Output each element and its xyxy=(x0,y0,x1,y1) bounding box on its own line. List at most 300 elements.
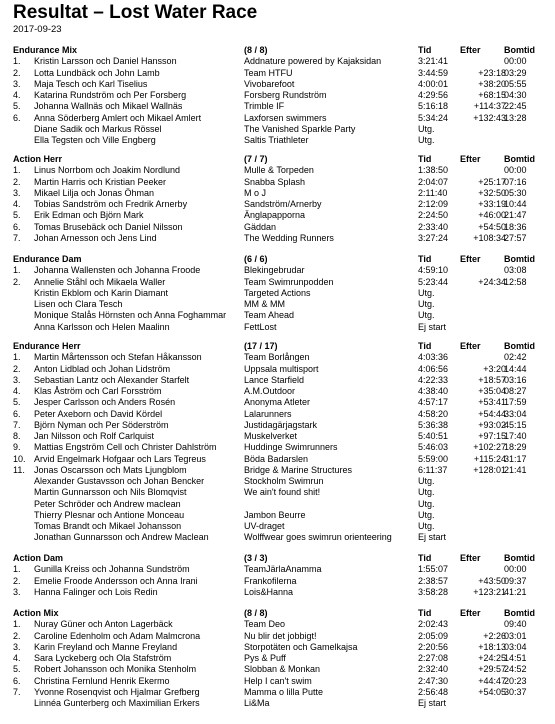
penalty-time: 02:42 xyxy=(504,352,527,362)
result-row xyxy=(0,124,555,135)
time-behind: +32:50 xyxy=(478,188,506,198)
penalty-time: 07:16 xyxy=(504,177,527,187)
finish-time: 5:23:44 xyxy=(418,277,449,287)
team-name: Team Deo xyxy=(244,619,286,629)
penalty-time: 20:23 xyxy=(504,676,527,686)
placement: 1. xyxy=(13,56,21,66)
finish-time: 2:02:43 xyxy=(418,619,449,629)
finish-time: Ej start xyxy=(418,322,447,332)
participant-names: Christina Fernlund Henrik Ekermo xyxy=(34,676,170,686)
placement: 2. xyxy=(13,177,21,187)
team-name: Stockholm Swimrun xyxy=(244,476,324,486)
time-behind: +53:41 xyxy=(478,397,506,407)
section-count: (7 / 7) xyxy=(244,154,268,164)
penalty-time: 21:47 xyxy=(504,210,527,220)
placement: 5. xyxy=(13,210,21,220)
result-row xyxy=(0,564,555,575)
finish-time: Utg. xyxy=(418,310,435,320)
result-row xyxy=(0,165,555,176)
finish-time: 2:27:08 xyxy=(418,653,449,663)
team-name: MM & MM xyxy=(244,299,285,309)
column-header-efter: Efter xyxy=(460,254,481,264)
result-row xyxy=(0,576,555,587)
time-behind: +54:44 xyxy=(478,409,506,419)
team-name: UV-draget xyxy=(244,521,285,531)
finish-time: Utg. xyxy=(418,124,435,134)
penalty-time: 04:30 xyxy=(504,90,527,100)
penalty-time: 10:44 xyxy=(504,199,527,209)
team-name: M o J xyxy=(244,188,267,198)
participant-names: Jonas Oscarsson och Mats Ljungblom xyxy=(34,465,187,475)
participant-names: Johanna Wallnäs och Mikael Wallnäs xyxy=(34,101,183,111)
placement: 5. xyxy=(13,397,21,407)
team-name: Änglapapporna xyxy=(244,210,306,220)
finish-time: Utg. xyxy=(418,135,435,145)
participant-names: Ella Tegsten och Ville Engberg xyxy=(34,135,156,145)
time-behind: +25:17 xyxy=(478,177,506,187)
finish-time: Utg. xyxy=(418,499,435,509)
penalty-time: 13:28 xyxy=(504,113,527,123)
placement: 2. xyxy=(13,68,21,78)
participant-names: Peter Axeborn och David Kördel xyxy=(34,409,163,419)
result-row xyxy=(0,68,555,79)
result-row xyxy=(0,79,555,90)
finish-time: 1:38:50 xyxy=(418,165,449,175)
finish-time: 2:47:30 xyxy=(418,676,449,686)
participant-names: Thierry Plesnar och Antione Monceau xyxy=(34,510,185,520)
finish-time: 2:12:09 xyxy=(418,199,449,209)
column-header-tid: Tid xyxy=(418,254,432,264)
penalty-time: 33:04 xyxy=(504,409,527,419)
finish-time: 4:38:40 xyxy=(418,386,449,396)
result-row xyxy=(0,642,555,653)
result-row xyxy=(0,587,555,598)
participant-names: Sara Lyckeberg och Ola Stafström xyxy=(34,653,172,663)
participant-names: Hanna Falinger och Lois Redin xyxy=(34,587,158,597)
placement: 4. xyxy=(13,199,21,209)
column-header-tid: Tid xyxy=(418,341,432,351)
finish-time: 5:34:24 xyxy=(418,113,449,123)
participant-names: Jesper Carlsson och Anders Rosén xyxy=(34,397,176,407)
participant-names: Tomas Brusebäck och Daniel Nilsson xyxy=(34,222,183,232)
time-behind: +18:57 xyxy=(478,375,506,385)
section-name: Action Herr xyxy=(13,154,63,164)
finish-time: 2:33:40 xyxy=(418,222,449,232)
section-name: Endurance Mix xyxy=(13,45,78,55)
time-behind: +123:21 xyxy=(473,587,506,597)
penalty-time: 14:51 xyxy=(504,653,527,663)
team-name: Uppsala multisport xyxy=(244,364,319,374)
participant-names: Anna Karlsson och Helen Maalinn xyxy=(34,322,170,332)
finish-time: 4:06:56 xyxy=(418,364,449,374)
finish-time: 3:21:41 xyxy=(418,56,449,66)
penalty-time: 30:37 xyxy=(504,687,527,697)
participant-names: Emelie Froode Andersson och Anna Irani xyxy=(34,576,198,586)
participant-names: Karin Freyland och Manne Freyland xyxy=(34,642,178,652)
finish-time: Ej start xyxy=(418,532,447,542)
result-row xyxy=(0,288,555,299)
section-count: (3 / 3) xyxy=(244,553,268,563)
column-header-bomtid: Bomtid xyxy=(504,553,535,563)
participant-names: Yvonne Rosenqvist och Hjalmar Grefberg xyxy=(34,687,200,697)
result-row xyxy=(0,322,555,333)
result-row xyxy=(0,364,555,375)
section-header xyxy=(0,341,555,352)
penalty-time: 18:36 xyxy=(504,222,527,232)
team-name: Böda Badarslen xyxy=(244,454,309,464)
participant-names: Jan Nilsson och Rolf Carlquist xyxy=(34,431,155,441)
section-count: (8 / 8) xyxy=(244,45,268,55)
participant-names: Lisen och Clara Tesch xyxy=(34,299,123,309)
finish-time: 4:03:36 xyxy=(418,352,449,362)
placement: 6. xyxy=(13,409,21,419)
team-name: Team Swimrunpodden xyxy=(244,277,334,287)
column-header-efter: Efter xyxy=(460,553,481,563)
placement: 7. xyxy=(13,233,21,243)
penalty-time: 31:17 xyxy=(504,454,527,464)
placement: 2. xyxy=(13,631,21,641)
team-name: We ain't found shit! xyxy=(244,487,321,497)
placement: 10. xyxy=(13,454,26,464)
result-row xyxy=(0,698,555,709)
result-row xyxy=(0,487,555,498)
penalty-time: 03:01 xyxy=(504,631,527,641)
team-name: Anonyma Atleter xyxy=(244,397,311,407)
finish-time: 5:59:00 xyxy=(418,454,449,464)
finish-time: 1:55:07 xyxy=(418,564,449,574)
result-row xyxy=(0,222,555,233)
time-behind: +3:20 xyxy=(483,364,506,374)
penalty-time: 22:45 xyxy=(504,101,527,111)
placement: 7. xyxy=(13,687,21,697)
team-name: Mulle & Torpeden xyxy=(244,165,314,175)
finish-time: 3:58:28 xyxy=(418,587,449,597)
team-name: Team Ahead xyxy=(244,310,295,320)
penalty-time: 00:00 xyxy=(504,564,527,574)
time-behind: +54:50 xyxy=(478,222,506,232)
placement: 3. xyxy=(13,587,21,597)
participant-names: Peter Schröder och Andrew maclean xyxy=(34,499,181,509)
participant-names: Linnéa Gunterberg och Maximilian Erkers xyxy=(34,698,200,708)
team-name: Bridge & Marine Structures xyxy=(244,465,353,475)
result-row xyxy=(0,676,555,687)
finish-time: 2:38:57 xyxy=(418,576,449,586)
column-header-bomtid: Bomtid xyxy=(504,45,535,55)
result-row xyxy=(0,420,555,431)
team-name: Huddinge Swimrunners xyxy=(244,442,338,452)
team-name: Forsberg Rundström xyxy=(244,90,327,100)
result-row xyxy=(0,454,555,465)
participant-names: Johanna Wallensten och Johanna Froode xyxy=(34,265,201,275)
participant-names: Kristin Larsson och Daniel Hansson xyxy=(34,56,177,66)
finish-time: 5:16:18 xyxy=(418,101,449,111)
participant-names: Caroline Edenholm och Adam Malmcrona xyxy=(34,631,201,641)
team-name: Storpotäten och Gamelkajsa xyxy=(244,642,358,652)
participant-names: Jonathan Gunnarsson och Andrew Maclean xyxy=(34,532,209,542)
finish-time: Ej start xyxy=(418,698,447,708)
team-name: Team Borlången xyxy=(244,352,310,362)
finish-time: 4:57:17 xyxy=(418,397,449,407)
placement: 1. xyxy=(13,265,21,275)
finish-time: 5:46:03 xyxy=(418,442,449,452)
participant-names: Diane Sadik och Markus Rössel xyxy=(34,124,162,134)
result-row xyxy=(0,532,555,543)
time-behind: +54:05 xyxy=(478,687,506,697)
result-row xyxy=(0,352,555,363)
team-name: Trimble IF xyxy=(244,101,285,111)
column-header-tid: Tid xyxy=(418,45,432,55)
penalty-time: 03:08 xyxy=(504,265,527,275)
participant-names: Björn Nyman och Per Söderström xyxy=(34,420,169,430)
participant-names: Annelie Ståhl och Mikaela Waller xyxy=(34,277,166,287)
participant-names: Alexander Gustavsson och Johan Bencker xyxy=(34,476,205,486)
team-name: The Vanished Sparkle Party xyxy=(244,124,356,134)
finish-time: 3:27:24 xyxy=(418,233,449,243)
result-row xyxy=(0,299,555,310)
section-header xyxy=(0,608,555,619)
time-behind: +93:02 xyxy=(478,420,506,430)
result-row xyxy=(0,465,555,476)
penalty-time: 03:04 xyxy=(504,642,527,652)
result-row xyxy=(0,199,555,210)
result-row xyxy=(0,409,555,420)
team-name: TeamJärlaAnamma xyxy=(244,564,322,574)
participant-names: Sebastian Lantz och Alexander Starfelt xyxy=(34,375,190,385)
team-name: Lance Starfield xyxy=(244,375,305,385)
column-header-bomtid: Bomtid xyxy=(504,608,535,618)
result-row xyxy=(0,397,555,408)
penalty-time: 05:55 xyxy=(504,79,527,89)
section-count: (8 / 8) xyxy=(244,608,268,618)
placement: 6. xyxy=(13,222,21,232)
finish-time: 4:22:33 xyxy=(418,375,449,385)
time-behind: +114:37 xyxy=(473,101,506,111)
placement: 1. xyxy=(13,165,21,175)
finish-time: Utg. xyxy=(418,487,435,497)
team-name: Blekingebrudar xyxy=(244,265,305,275)
placement: 1. xyxy=(13,564,21,574)
team-name: Mamma o lilla Putte xyxy=(244,687,324,697)
participant-names: Tobias Sandström och Fredrik Arnerby xyxy=(34,199,188,209)
result-row xyxy=(0,113,555,124)
finish-time: 4:59:10 xyxy=(418,265,449,275)
result-row xyxy=(0,277,555,288)
placement: 9. xyxy=(13,442,21,452)
time-behind: +29:57 xyxy=(478,664,506,674)
participant-names: Anton Lidblad och Johan Lidström xyxy=(34,364,171,374)
participant-names: Arvid Engelmark Hofgaar och Lars Tegreus xyxy=(34,454,206,464)
placement: 1. xyxy=(13,619,21,629)
time-behind: +18:13 xyxy=(478,642,506,652)
placement: 6. xyxy=(13,113,21,123)
participant-names: Kristin Ekblom och Karin Diamant xyxy=(34,288,169,298)
penalty-time: 24:52 xyxy=(504,664,527,674)
result-row xyxy=(0,265,555,276)
participant-names: Linus Norrbom och Joakim Nordlund xyxy=(34,165,181,175)
team-name: Laxforsen swimmers xyxy=(244,113,327,123)
finish-time: Utg. xyxy=(418,288,435,298)
penalty-time: 09:40 xyxy=(504,619,527,629)
document-title: Resultat – Lost Water Race xyxy=(13,2,258,23)
team-name: FettLost xyxy=(244,322,277,332)
result-row xyxy=(0,233,555,244)
result-row xyxy=(0,177,555,188)
column-header-efter: Efter xyxy=(460,154,481,164)
time-behind: +97:15 xyxy=(478,431,506,441)
penalty-time: 17:40 xyxy=(504,431,527,441)
result-row xyxy=(0,210,555,221)
section-name: Action Mix xyxy=(13,608,59,618)
participant-names: Johan Arnesson och Jens Lind xyxy=(34,233,157,243)
time-behind: +23:18 xyxy=(478,68,506,78)
participant-names: Maja Tesch och Karl Tiselius xyxy=(34,79,148,89)
penalty-time: 00:00 xyxy=(504,56,527,66)
placement: 11. xyxy=(13,465,25,475)
team-name: Vivobarefoot xyxy=(244,79,295,89)
finish-time: 4:58:20 xyxy=(418,409,449,419)
team-name: Lalarunners xyxy=(244,409,292,419)
time-behind: +115:24 xyxy=(473,454,506,464)
team-name: Pys & Puff xyxy=(244,653,286,663)
participant-names: Katarina Rundström och Per Forsberg xyxy=(34,90,187,100)
placement: 6. xyxy=(13,676,21,686)
penalty-time: 08:27 xyxy=(504,386,527,396)
finish-time: Utg. xyxy=(418,299,435,309)
placement: 2. xyxy=(13,364,21,374)
team-name: The Wedding Runners xyxy=(244,233,334,243)
team-name: Gäddan xyxy=(244,222,277,232)
penalty-time: 17:59 xyxy=(504,397,527,407)
result-row xyxy=(0,631,555,642)
result-row xyxy=(0,476,555,487)
team-name: Jambon Beurre xyxy=(244,510,306,520)
result-row xyxy=(0,56,555,67)
result-row xyxy=(0,375,555,386)
finish-time: Utg. xyxy=(418,476,435,486)
time-behind: +33:19 xyxy=(478,199,506,209)
participant-names: Mattias Engström Cell och Christer Dahlström xyxy=(34,442,217,452)
team-name: Li&Ma xyxy=(244,698,270,708)
penalty-time: 45:15 xyxy=(504,420,527,430)
document-date: 2017-09-23 xyxy=(13,24,62,35)
team-name: Slobban & Monkan xyxy=(244,664,321,674)
participant-names: Robert Johansson och Monika Stenholm xyxy=(34,664,197,674)
time-behind: +46:00 xyxy=(478,210,506,220)
time-behind: +43:50 xyxy=(478,576,506,586)
placement: 1. xyxy=(13,352,21,362)
time-behind: +108:34 xyxy=(473,233,506,243)
penalty-time: 03:16 xyxy=(504,375,527,385)
section-count: (17 / 17) xyxy=(244,341,278,351)
finish-time: 2:20:56 xyxy=(418,642,449,652)
section-count: (6 / 6) xyxy=(244,254,268,264)
team-name: Lois&Hanna xyxy=(244,587,294,597)
placement: 3. xyxy=(13,375,21,385)
team-name: Help I can't swim xyxy=(244,676,312,686)
result-row xyxy=(0,386,555,397)
placement: 3. xyxy=(13,79,21,89)
section-header xyxy=(0,154,555,165)
result-row xyxy=(0,664,555,675)
result-row xyxy=(0,101,555,112)
result-row xyxy=(0,619,555,630)
result-row xyxy=(0,653,555,664)
result-row xyxy=(0,442,555,453)
penalty-time: 27:57 xyxy=(504,233,527,243)
participant-names: Erik Edman och Björn Mark xyxy=(34,210,144,220)
time-behind: +35:04 xyxy=(478,386,506,396)
column-header-bomtid: Bomtid xyxy=(504,341,535,351)
team-name: Nu blir det jobbigt! xyxy=(244,631,317,641)
column-header-bomtid: Bomtid xyxy=(504,254,535,264)
time-behind: +2:26 xyxy=(483,631,506,641)
section-header xyxy=(0,254,555,265)
placement: 5. xyxy=(13,101,21,111)
penalty-time: 18:29 xyxy=(504,442,527,452)
team-name: Sandström/Arnerby xyxy=(244,199,322,209)
finish-time: 2:11:40 xyxy=(418,188,448,198)
column-header-tid: Tid xyxy=(418,608,432,618)
penalty-time: 03:29 xyxy=(504,68,527,78)
team-name: Team HTFU xyxy=(244,68,293,78)
finish-time: Utg. xyxy=(418,510,435,520)
finish-time: 4:00:01 xyxy=(418,79,449,89)
placement: 4. xyxy=(13,90,21,100)
team-name: Frankofilerna xyxy=(244,576,297,586)
result-row xyxy=(0,687,555,698)
team-name: A.M.Outdoor xyxy=(244,386,296,396)
result-row xyxy=(0,188,555,199)
team-name: Wolffwear goes swimrun orienteering xyxy=(244,532,392,542)
penalty-time: 12:58 xyxy=(504,277,527,287)
participant-names: Mikael Lilja och Jonas Öhman xyxy=(34,188,155,198)
section-name: Action Dam xyxy=(13,553,64,563)
participant-names: Gunilla Kreiss och Johanna Sundström xyxy=(34,564,190,574)
penalty-time: 41:21 xyxy=(504,587,527,597)
participant-names: Martin Harris och Kristian Peeker xyxy=(34,177,167,187)
penalty-time: 21:41 xyxy=(504,465,527,475)
column-header-tid: Tid xyxy=(418,154,432,164)
time-behind: +38:20 xyxy=(478,79,506,89)
team-name: Muskelverket xyxy=(244,431,298,441)
participant-names: Nuray Güner och Anton Lagerbäck xyxy=(34,619,173,629)
result-row xyxy=(0,90,555,101)
time-behind: +68:15 xyxy=(478,90,506,100)
finish-time: 5:40:51 xyxy=(418,431,449,441)
finish-time: 2:56:48 xyxy=(418,687,449,697)
section-name: Endurance Herr xyxy=(13,341,81,351)
result-row xyxy=(0,310,555,321)
result-row xyxy=(0,521,555,532)
team-name: Addnature powered by Kajaksidan xyxy=(244,56,382,66)
time-behind: +24:25 xyxy=(478,653,506,663)
placement: 8. xyxy=(13,431,21,441)
finish-time: Utg. xyxy=(418,521,435,531)
section-header xyxy=(0,45,555,56)
column-header-efter: Efter xyxy=(460,341,481,351)
placement: 2. xyxy=(13,277,21,287)
participant-names: Lotta Lundbäck och John Lamb xyxy=(34,68,160,78)
participant-names: Tomas Brandt och Mikael Johansson xyxy=(34,521,182,531)
result-row xyxy=(0,499,555,510)
finish-time: 2:32:40 xyxy=(418,664,449,674)
participant-names: Martin Gunnarsson och Nils Blomqvist xyxy=(34,487,187,497)
participant-names: Martin Mårtensson och Stefan Håkansson xyxy=(34,352,202,362)
column-header-tid: Tid xyxy=(418,553,432,563)
placement: 3. xyxy=(13,642,21,652)
time-behind: +132:43 xyxy=(473,113,506,123)
penalty-time: 00:00 xyxy=(504,165,527,175)
